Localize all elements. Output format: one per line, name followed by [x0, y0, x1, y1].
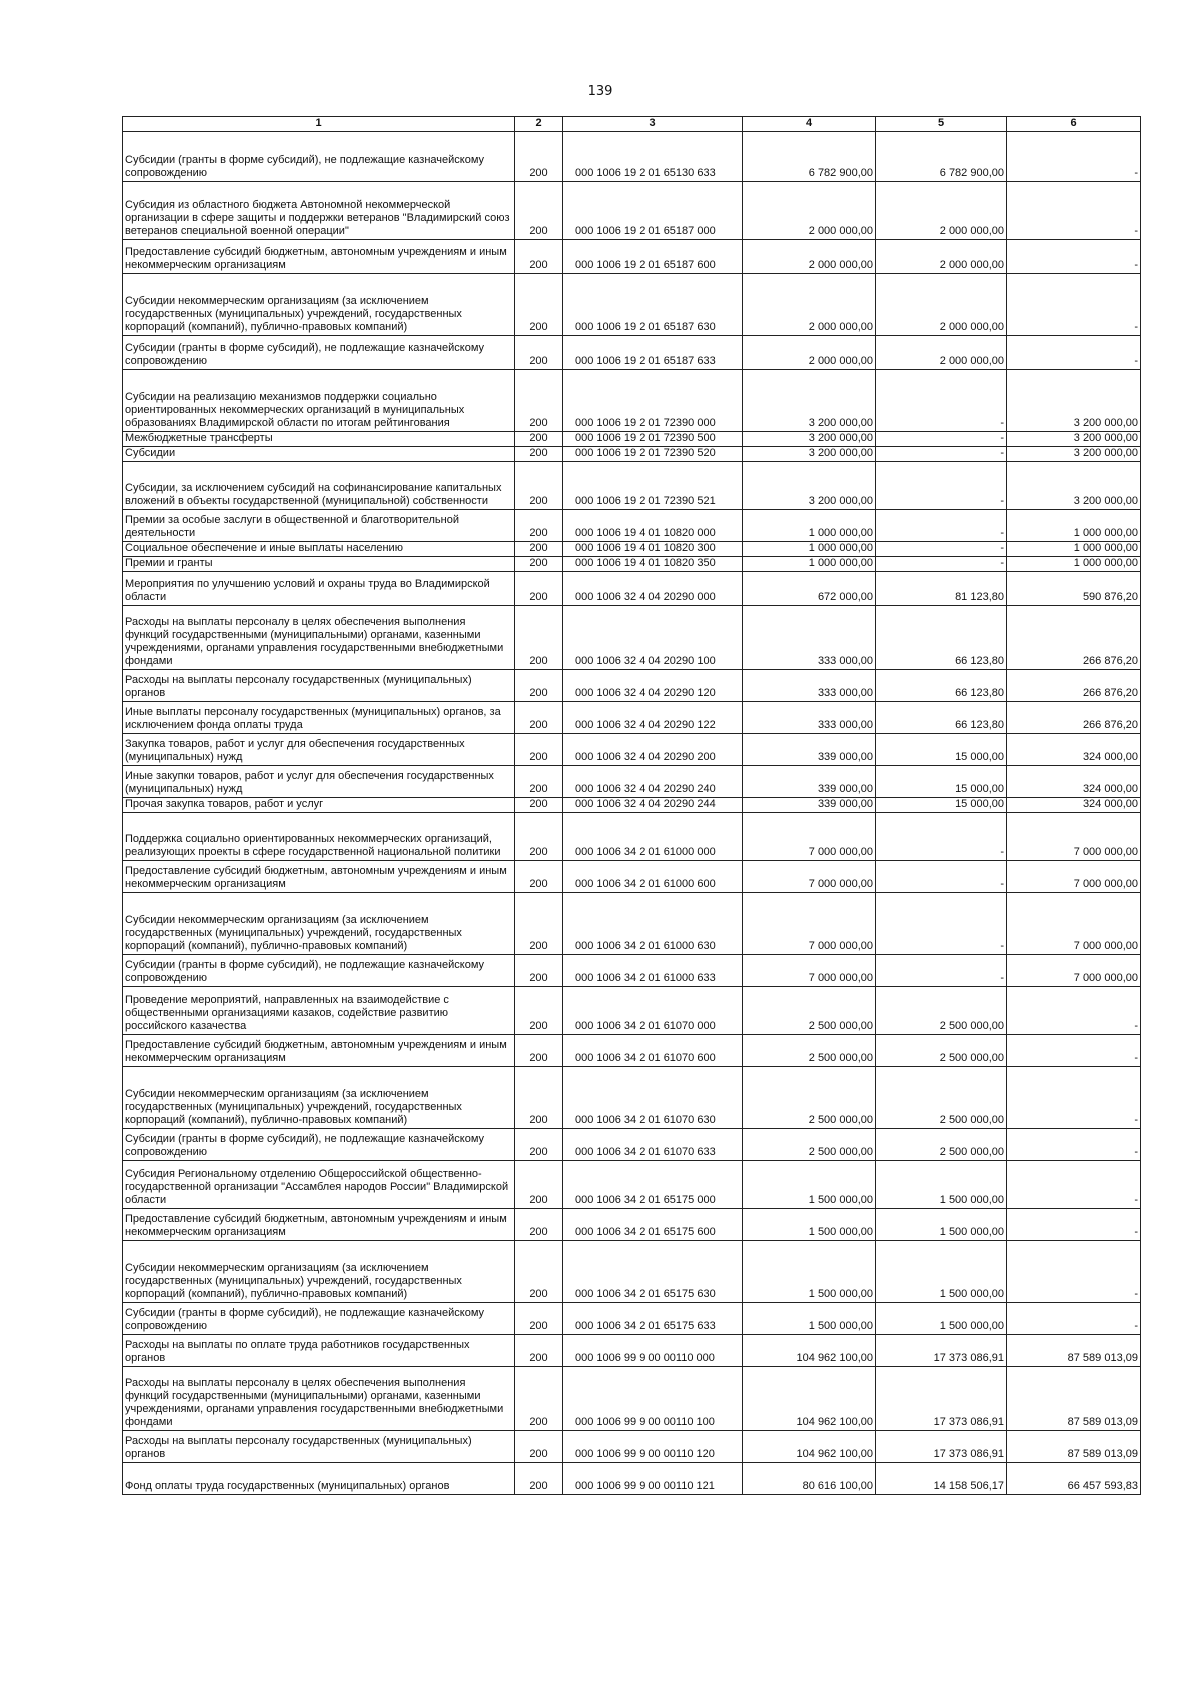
row-remaining: 7 000 000,00 [1007, 955, 1141, 987]
row-name: Субсидии (гранты в форме субсидий), не подлежащие казначейскому сопровождению [123, 1129, 515, 1161]
row-kbk: 000 1006 32 4 04 20290 240 [563, 766, 743, 798]
row-approved: 7 000 000,00 [743, 861, 876, 893]
row-kbk: 000 1006 34 2 01 65175 633 [563, 1303, 743, 1335]
row-code: 200 [515, 1067, 563, 1129]
table-row [123, 336, 1141, 370]
row-code: 200 [515, 572, 563, 606]
row-approved: 3 200 000,00 [743, 462, 876, 510]
row-executed: - [876, 462, 1007, 510]
row-code: 200 [515, 893, 563, 955]
table-row [123, 955, 1141, 987]
row-approved: 339 000,00 [743, 798, 876, 813]
row-remaining: - [1007, 336, 1141, 370]
table-row [123, 510, 1141, 542]
row-kbk: 000 1006 34 2 01 61070 000 [563, 987, 743, 1035]
row-name: Расходы на выплаты персоналу государственных (муниципальных) органов [123, 670, 515, 702]
row-kbk: 000 1006 19 2 01 65187 633 [563, 336, 743, 370]
row-name: Поддержка социально ориентированных некоммерческих организаций, реализующих проекты в сфере государственной национальной политики [123, 813, 515, 861]
row-executed: 1 500 000,00 [876, 1303, 1007, 1335]
table-row [123, 1241, 1141, 1303]
row-kbk: 000 1006 34 2 01 61070 633 [563, 1129, 743, 1161]
table-row [123, 861, 1141, 893]
row-executed: 17 373 086,91 [876, 1367, 1007, 1431]
row-name: Субсидии (гранты в форме субсидий), не подлежащие казначейскому сопровождению [123, 1303, 515, 1335]
row-remaining: 266 876,20 [1007, 702, 1141, 734]
table-row [123, 1303, 1141, 1335]
row-executed: 6 782 900,00 [876, 132, 1007, 182]
row-code: 200 [515, 1463, 563, 1495]
row-kbk: 000 1006 19 2 01 72390 521 [563, 462, 743, 510]
row-approved: 1 000 000,00 [743, 557, 876, 572]
row-name: Субсидия Региональному отделению Общероссийской общественно-государственной организации "Ассамблея народов России" Владимирской области [123, 1161, 515, 1209]
row-kbk: 000 1006 34 2 01 61000 600 [563, 861, 743, 893]
row-name: Предоставление субсидий бюджетным, автономным учреждениям и иным некоммерческим организациям [123, 1035, 515, 1067]
row-name: Субсидии некоммерческим организациям (за исключением государственных (муниципальных) учреждений, государственных корпораций (компаний), публично-правовых компаний) [123, 1067, 515, 1129]
row-name: Субсидии (гранты в форме субсидий), не подлежащие казначейскому сопровождению [123, 955, 515, 987]
row-name: Проведение мероприятий, направленных на взаимодействие с общественными организациями казаков, содействие развитию российского казачества [123, 987, 515, 1035]
row-remaining: - [1007, 132, 1141, 182]
row-code: 200 [515, 1431, 563, 1463]
row-name: Субсидия из областного бюджета Автономной некоммерческой организации в сфере защиты и поддержки ветеранов "Владимирский союз ветеранов специальной военной операции" [123, 182, 515, 240]
row-approved: 104 962 100,00 [743, 1367, 876, 1431]
row-approved: 104 962 100,00 [743, 1431, 876, 1463]
row-approved: 104 962 100,00 [743, 1335, 876, 1367]
row-name: Предоставление субсидий бюджетным, автономным учреждениям и иным некоммерческим организациям [123, 861, 515, 893]
row-code: 200 [515, 813, 563, 861]
row-approved: 2 000 000,00 [743, 274, 876, 336]
row-remaining: 590 876,20 [1007, 572, 1141, 606]
row-kbk: 000 1006 19 2 01 65187 630 [563, 274, 743, 336]
row-executed: 17 373 086,91 [876, 1431, 1007, 1463]
row-code: 200 [515, 987, 563, 1035]
row-executed: 1 500 000,00 [876, 1241, 1007, 1303]
row-executed: - [876, 861, 1007, 893]
row-code: 200 [515, 606, 563, 670]
row-approved: 7 000 000,00 [743, 893, 876, 955]
row-kbk: 000 1006 19 2 01 72390 500 [563, 432, 743, 447]
row-executed: 2 500 000,00 [876, 1067, 1007, 1129]
row-approved: 2 500 000,00 [743, 1035, 876, 1067]
table-row [123, 370, 1141, 432]
row-code: 200 [515, 1303, 563, 1335]
row-code: 200 [515, 670, 563, 702]
row-executed: 1 500 000,00 [876, 1209, 1007, 1241]
row-approved: 2 500 000,00 [743, 987, 876, 1035]
row-kbk: 000 1006 99 9 00 00110 121 [563, 1463, 743, 1495]
row-kbk: 000 1006 32 4 04 20290 000 [563, 572, 743, 606]
header-cell-1: 1 [123, 117, 515, 132]
row-kbk: 000 1006 19 4 01 10820 350 [563, 557, 743, 572]
row-remaining: - [1007, 1241, 1141, 1303]
row-approved: 7 000 000,00 [743, 955, 876, 987]
row-kbk: 000 1006 34 2 01 61000 633 [563, 955, 743, 987]
row-code: 200 [515, 798, 563, 813]
row-name: Мероприятия по улучшению условий и охраны труда во Владимирской области [123, 572, 515, 606]
table-row [123, 606, 1141, 670]
row-approved: 339 000,00 [743, 734, 876, 766]
row-remaining: - [1007, 1161, 1141, 1209]
row-approved: 6 782 900,00 [743, 132, 876, 182]
row-remaining: - [1007, 182, 1141, 240]
table-row [123, 1129, 1141, 1161]
row-approved: 1 500 000,00 [743, 1209, 876, 1241]
row-name: Расходы на выплаты по оплате труда работников государственных органов [123, 1335, 515, 1367]
row-kbk: 000 1006 19 2 01 65187 600 [563, 240, 743, 274]
table-header-row [123, 117, 1141, 132]
row-code: 200 [515, 510, 563, 542]
row-name: Субсидии на реализацию механизмов поддержки социально ориентированных некоммерческих организаций в муниципальных образованиях Владимирской области по итогам рейтингования [123, 370, 515, 432]
row-code: 200 [515, 542, 563, 557]
row-kbk: 000 1006 99 9 00 00110 100 [563, 1367, 743, 1431]
row-remaining: - [1007, 1303, 1141, 1335]
table-row [123, 1431, 1141, 1463]
row-remaining: 1 000 000,00 [1007, 542, 1141, 557]
row-executed: - [876, 557, 1007, 572]
row-kbk: 000 1006 34 2 01 61070 630 [563, 1067, 743, 1129]
row-name: Прочая закупка товаров, работ и услуг [123, 798, 515, 813]
row-code: 200 [515, 1241, 563, 1303]
row-executed: 2 000 000,00 [876, 336, 1007, 370]
row-code: 200 [515, 370, 563, 432]
row-remaining: 7 000 000,00 [1007, 813, 1141, 861]
row-code: 200 [515, 240, 563, 274]
row-code: 200 [515, 1335, 563, 1367]
row-code: 200 [515, 132, 563, 182]
row-kbk: 000 1006 19 2 01 72390 520 [563, 447, 743, 462]
row-approved: 333 000,00 [743, 606, 876, 670]
row-executed: 17 373 086,91 [876, 1335, 1007, 1367]
row-name: Предоставление субсидий бюджетным, автономным учреждениям и иным некоммерческим организациям [123, 240, 515, 274]
row-approved: 1 500 000,00 [743, 1303, 876, 1335]
row-remaining: 3 200 000,00 [1007, 447, 1141, 462]
table-row [123, 557, 1141, 572]
row-executed: 2 000 000,00 [876, 182, 1007, 240]
row-kbk: 000 1006 34 2 01 65175 630 [563, 1241, 743, 1303]
table-row [123, 702, 1141, 734]
table-row [123, 447, 1141, 462]
row-remaining: 324 000,00 [1007, 798, 1141, 813]
row-kbk: 000 1006 19 4 01 10820 000 [563, 510, 743, 542]
header-cell-6: 6 [1007, 117, 1141, 132]
row-approved: 3 200 000,00 [743, 370, 876, 432]
table-row [123, 274, 1141, 336]
row-name: Субсидии (гранты в форме субсидий), не подлежащие казначейскому сопровождению [123, 132, 515, 182]
row-name: Закупка товаров, работ и услуг для обеспечения государственных (муниципальных) нужд [123, 734, 515, 766]
row-code: 200 [515, 274, 563, 336]
row-code: 200 [515, 1209, 563, 1241]
row-executed: - [876, 542, 1007, 557]
row-executed: - [876, 893, 1007, 955]
row-remaining: 7 000 000,00 [1007, 861, 1141, 893]
table-row [123, 240, 1141, 274]
row-remaining: 87 589 013,09 [1007, 1335, 1141, 1367]
row-remaining: 266 876,20 [1007, 670, 1141, 702]
row-name: Иные выплаты персоналу государственных (муниципальных) органов, за исключением фонда оплаты труда [123, 702, 515, 734]
table-row [123, 1463, 1141, 1495]
row-approved: 2 000 000,00 [743, 240, 876, 274]
table-row [123, 813, 1141, 861]
table-row [123, 132, 1141, 182]
row-executed: 66 123,80 [876, 670, 1007, 702]
table-row [123, 987, 1141, 1035]
row-remaining: - [1007, 1035, 1141, 1067]
row-remaining: 3 200 000,00 [1007, 370, 1141, 432]
row-name: Премии за особые заслуги в общественной и благотворительной деятельности [123, 510, 515, 542]
row-name: Премии и гранты [123, 557, 515, 572]
row-approved: 7 000 000,00 [743, 813, 876, 861]
row-approved: 2 500 000,00 [743, 1067, 876, 1129]
row-code: 200 [515, 955, 563, 987]
row-remaining: - [1007, 1129, 1141, 1161]
row-kbk: 000 1006 32 4 04 20290 120 [563, 670, 743, 702]
row-name: Субсидии некоммерческим организациям (за исключением государственных (муниципальных) учреждений, государственных корпораций (компаний), публично-правовых компаний) [123, 893, 515, 955]
row-executed: 14 158 506,17 [876, 1463, 1007, 1495]
row-code: 200 [515, 702, 563, 734]
row-code: 200 [515, 462, 563, 510]
row-executed: - [876, 955, 1007, 987]
table-row [123, 1067, 1141, 1129]
row-kbk: 000 1006 19 2 01 65130 633 [563, 132, 743, 182]
row-code: 200 [515, 432, 563, 447]
row-approved: 1 000 000,00 [743, 542, 876, 557]
row-executed: 15 000,00 [876, 766, 1007, 798]
row-remaining: 3 200 000,00 [1007, 462, 1141, 510]
row-remaining: 87 589 013,09 [1007, 1431, 1141, 1463]
row-remaining: 1 000 000,00 [1007, 510, 1141, 542]
row-name: Субсидии некоммерческим организациям (за исключением государственных (муниципальных) учреждений, государственных корпораций (компаний), публично-правовых компаний) [123, 274, 515, 336]
row-remaining: - [1007, 274, 1141, 336]
table-row [123, 766, 1141, 798]
row-name: Субсидии некоммерческим организациям (за исключением государственных (муниципальных) учреждений, государственных корпораций (компаний), публично-правовых компаний) [123, 1241, 515, 1303]
row-code: 200 [515, 557, 563, 572]
row-remaining: - [1007, 1209, 1141, 1241]
row-name: Субсидии (гранты в форме субсидий), не подлежащие казначейскому сопровождению [123, 336, 515, 370]
row-remaining: 3 200 000,00 [1007, 432, 1141, 447]
row-approved: 3 200 000,00 [743, 447, 876, 462]
row-remaining: 7 000 000,00 [1007, 893, 1141, 955]
table-row [123, 542, 1141, 557]
row-approved: 1 500 000,00 [743, 1161, 876, 1209]
row-approved: 2 500 000,00 [743, 1129, 876, 1161]
row-code: 200 [515, 1035, 563, 1067]
row-code: 200 [515, 766, 563, 798]
row-approved: 339 000,00 [743, 766, 876, 798]
row-kbk: 000 1006 32 4 04 20290 200 [563, 734, 743, 766]
row-code: 200 [515, 336, 563, 370]
table-row [123, 462, 1141, 510]
row-executed: 81 123,80 [876, 572, 1007, 606]
row-executed: 66 123,80 [876, 606, 1007, 670]
row-approved: 3 200 000,00 [743, 432, 876, 447]
table-row [123, 798, 1141, 813]
row-kbk: 000 1006 32 4 04 20290 244 [563, 798, 743, 813]
row-executed: 2 500 000,00 [876, 1035, 1007, 1067]
table-row [123, 734, 1141, 766]
row-remaining: 87 589 013,09 [1007, 1367, 1141, 1431]
row-approved: 333 000,00 [743, 702, 876, 734]
row-executed: 66 123,80 [876, 702, 1007, 734]
row-executed: - [876, 432, 1007, 447]
row-code: 200 [515, 1367, 563, 1431]
row-approved: 672 000,00 [743, 572, 876, 606]
row-code: 200 [515, 182, 563, 240]
row-name: Социальное обеспечение и иные выплаты населению [123, 542, 515, 557]
row-executed: 2 500 000,00 [876, 987, 1007, 1035]
row-remaining: 324 000,00 [1007, 766, 1141, 798]
row-name: Субсидии [123, 447, 515, 462]
table-row [123, 1209, 1141, 1241]
row-executed: - [876, 510, 1007, 542]
row-name: Расходы на выплаты персоналу в целях обеспечения выполнения функций государственными (муниципальными) органами, казенными учреждениями, органами управления государственными внебюджетными фондами [123, 1367, 515, 1431]
row-executed: 2 500 000,00 [876, 1129, 1007, 1161]
header-cell-4: 4 [743, 117, 876, 132]
page-number: 139 [587, 84, 613, 99]
table-row [123, 182, 1141, 240]
row-remaining: 324 000,00 [1007, 734, 1141, 766]
row-executed: 1 500 000,00 [876, 1161, 1007, 1209]
row-kbk: 000 1006 34 2 01 65175 000 [563, 1161, 743, 1209]
row-remaining: 66 457 593,83 [1007, 1463, 1141, 1495]
table-row [123, 1035, 1141, 1067]
row-kbk: 000 1006 19 4 01 10820 300 [563, 542, 743, 557]
row-code: 200 [515, 447, 563, 462]
row-kbk: 000 1006 34 2 01 61000 630 [563, 893, 743, 955]
row-remaining: - [1007, 1067, 1141, 1129]
table-row [123, 572, 1141, 606]
header-cell-5: 5 [876, 117, 1007, 132]
row-executed: 15 000,00 [876, 798, 1007, 813]
row-approved: 1 000 000,00 [743, 510, 876, 542]
row-executed: - [876, 447, 1007, 462]
row-name: Расходы на выплаты персоналу в целях обеспечения выполнения функций государственными (муниципальными) органами, казенными учреждениями, органами управления государственными внебюджетными фондами [123, 606, 515, 670]
row-kbk: 000 1006 32 4 04 20290 100 [563, 606, 743, 670]
row-approved: 1 500 000,00 [743, 1241, 876, 1303]
row-name: Иные закупки товаров, работ и услуг для обеспечения государственных (муниципальных) нужд [123, 766, 515, 798]
row-approved: 2 000 000,00 [743, 336, 876, 370]
row-name: Межбюджетные трансферты [123, 432, 515, 447]
row-kbk: 000 1006 99 9 00 00110 000 [563, 1335, 743, 1367]
table-row [123, 1367, 1141, 1431]
table-row [123, 1161, 1141, 1209]
row-code: 200 [515, 1129, 563, 1161]
row-executed: - [876, 813, 1007, 861]
row-executed: 2 000 000,00 [876, 240, 1007, 274]
row-approved: 80 616 100,00 [743, 1463, 876, 1495]
header-cell-3: 3 [563, 117, 743, 132]
table-row [123, 670, 1141, 702]
row-name: Фонд оплаты труда государственных (муниципальных) органов [123, 1463, 515, 1495]
row-code: 200 [515, 861, 563, 893]
row-remaining: 266 876,20 [1007, 606, 1141, 670]
row-kbk: 000 1006 34 2 01 65175 600 [563, 1209, 743, 1241]
row-kbk: 000 1006 19 2 01 65187 000 [563, 182, 743, 240]
table-row [123, 432, 1141, 447]
row-kbk: 000 1006 34 2 01 61000 000 [563, 813, 743, 861]
row-kbk: 000 1006 32 4 04 20290 122 [563, 702, 743, 734]
row-approved: 2 000 000,00 [743, 182, 876, 240]
row-code: 200 [515, 734, 563, 766]
row-remaining: - [1007, 987, 1141, 1035]
budget-execution-table [122, 116, 1141, 1495]
row-name: Предоставление субсидий бюджетным, автономным учреждениям и иным некоммерческим организациям [123, 1209, 515, 1241]
row-kbk: 000 1006 99 9 00 00110 120 [563, 1431, 743, 1463]
row-name: Расходы на выплаты персоналу государственных (муниципальных) органов [123, 1431, 515, 1463]
table-row [123, 893, 1141, 955]
row-code: 200 [515, 1161, 563, 1209]
table-row [123, 1335, 1141, 1367]
row-remaining: 1 000 000,00 [1007, 557, 1141, 572]
row-executed: 2 000 000,00 [876, 274, 1007, 336]
row-remaining: - [1007, 240, 1141, 274]
row-approved: 333 000,00 [743, 670, 876, 702]
row-kbk: 000 1006 19 2 01 72390 000 [563, 370, 743, 432]
header-cell-2: 2 [515, 117, 563, 132]
row-name: Субсидии, за исключением субсидий на софинансирование капитальных вложений в объекты государственной (муниципальной) собственности [123, 462, 515, 510]
row-kbk: 000 1006 34 2 01 61070 600 [563, 1035, 743, 1067]
row-executed: - [876, 370, 1007, 432]
row-executed: 15 000,00 [876, 734, 1007, 766]
